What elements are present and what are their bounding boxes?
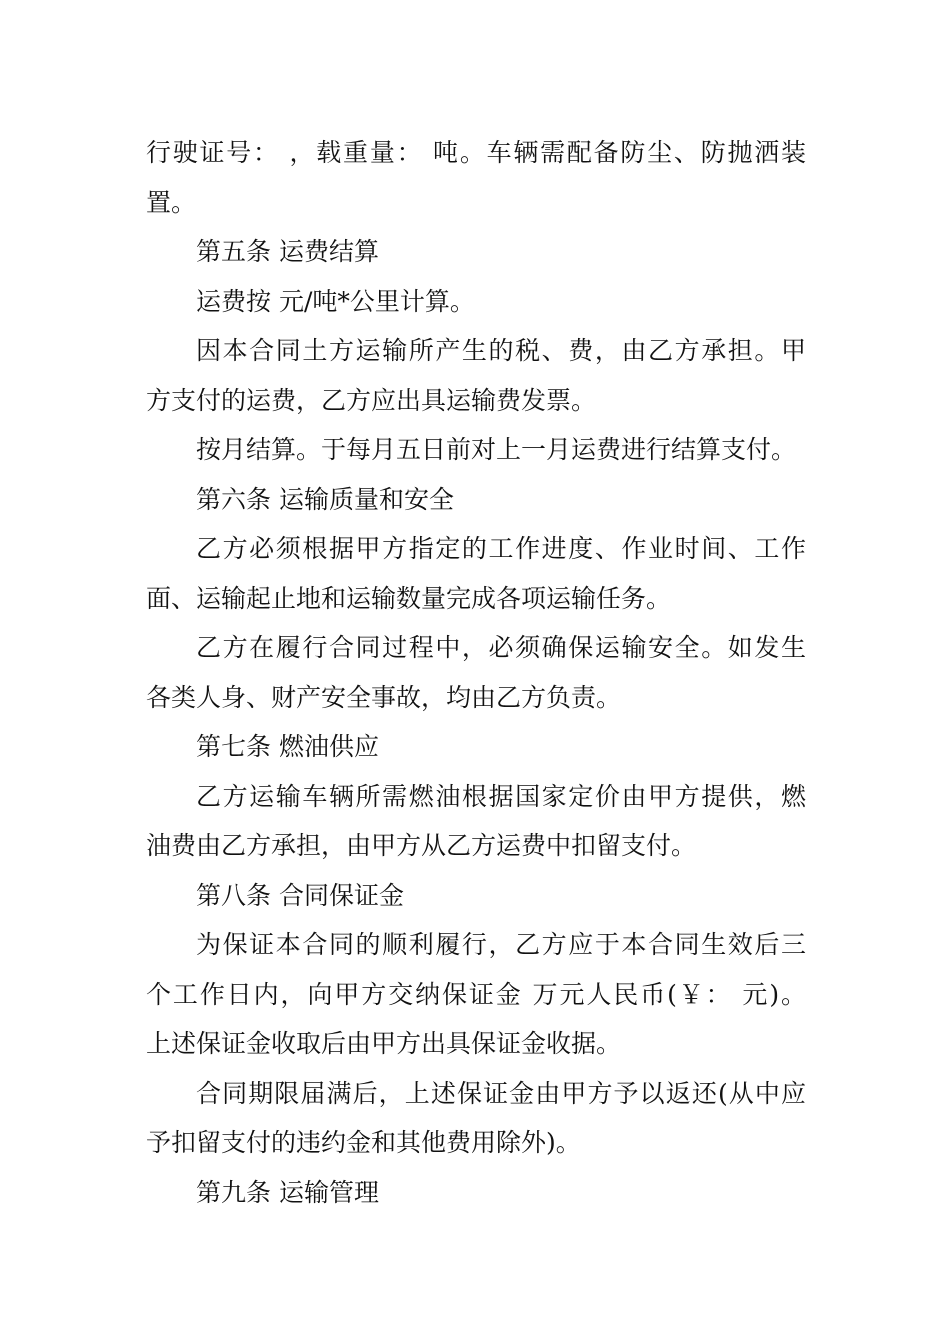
text-line: 个工作日内，向甲方交纳保证金 万元人民币(￥： 元)。	[146, 979, 806, 1009]
text-line: 为保证本合同的顺利履行，乙方应于本合同生效后三	[196, 930, 806, 959]
text-line: 因本合同土方运输所产生的税、费，由乙方承担。甲	[196, 336, 806, 365]
text-line: 上述保证金收取后由甲方出具保证金收据。	[146, 1029, 622, 1058]
text-line: 乙方必须根据甲方指定的工作进度、作业时间、工作	[196, 534, 806, 563]
text-line: 方支付的运费，乙方应出具运输费发票。	[146, 385, 597, 415]
document-body	[146, 128, 806, 1217]
text-line: 面、运输起止地和运输数量完成各项运输任务。	[146, 583, 672, 613]
text-line: 行驶证号： ，载重量： 吨。车辆需配备防尘、防抛洒装	[146, 138, 806, 167]
text-line: 运费按 元/吨*公里计算。	[196, 286, 475, 316]
text-line: 乙方运输车辆所需燃油根据国家定价由甲方提供，燃	[196, 781, 806, 811]
text-line: 予扣留支付的违约金和其他费用除外)。	[146, 1128, 581, 1157]
text-line: 置。	[146, 187, 197, 217]
text-line: 第八条 合同保证金	[196, 880, 404, 910]
text-line: 第五条 运费结算	[196, 237, 379, 266]
text-line: 第六条 运输质量和安全	[196, 484, 454, 514]
text-line: 各类人身、财产安全事故，均由乙方负责。	[146, 682, 622, 712]
text-line: 第七条 燃油供应	[196, 732, 379, 761]
text-line: 乙方在履行合同过程中，必须确保运输安全。如发生	[196, 633, 806, 662]
text-line: 油费由乙方承担，由甲方从乙方运费中扣留支付。	[146, 831, 697, 860]
text-line: 第九条 运输管理	[196, 1177, 379, 1207]
text-line: 合同期限届满后，上述保证金由甲方予以返还(从中应	[196, 1078, 806, 1108]
text-line: 按月结算。于每月五日前对上一月运费进行结算支付。	[196, 435, 797, 464]
